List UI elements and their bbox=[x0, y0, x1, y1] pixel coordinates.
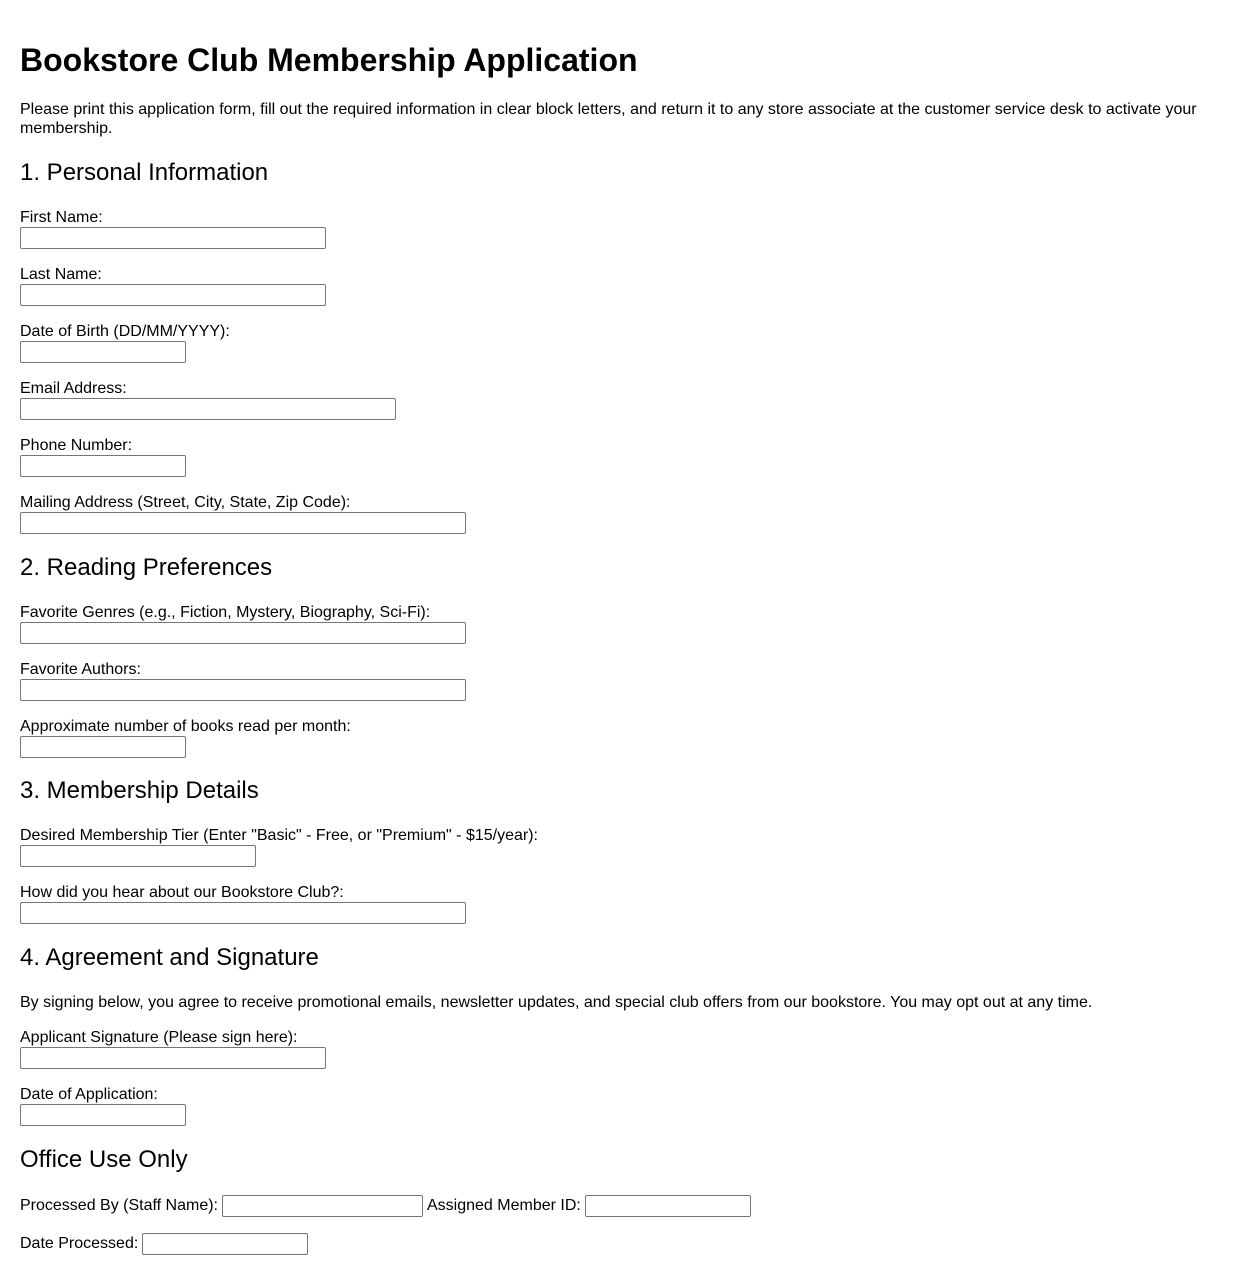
section-heading-membership: 3. Membership Details bbox=[20, 777, 259, 804]
signature-input[interactable] bbox=[20, 1047, 326, 1069]
dob-input[interactable] bbox=[20, 341, 186, 363]
agreement-note: By signing below, you agree to receive promotional emails, newsletter updates, and special club offers from our bookstore. You may opt out at any time. bbox=[20, 994, 1093, 1011]
address-label: Mailing Address (Street, City, State, Zip Code): bbox=[20, 494, 351, 511]
date-processed-input[interactable] bbox=[142, 1233, 308, 1255]
genres-label: Favorite Genres (e.g., Fiction, Mystery, Biography, Sci-Fi): bbox=[20, 604, 431, 621]
member-id-input[interactable] bbox=[585, 1195, 751, 1217]
page-title: Bookstore Club Membership Application bbox=[20, 42, 638, 78]
processed-by-input[interactable] bbox=[222, 1195, 423, 1217]
first-name-input[interactable] bbox=[20, 227, 326, 249]
last-name-input[interactable] bbox=[20, 284, 326, 306]
section-heading-agreement: 4. Agreement and Signature bbox=[20, 944, 319, 971]
referral-field-group bbox=[20, 883, 466, 924]
signature-field-group bbox=[20, 1028, 326, 1069]
first-name-field-group bbox=[20, 208, 326, 249]
email-label: Email Address: bbox=[20, 380, 127, 397]
first-name-label: First Name: bbox=[20, 209, 103, 226]
application-date-label: Date of Application: bbox=[20, 1086, 158, 1103]
address-field-group bbox=[20, 493, 466, 534]
date-processed-label: Date Processed: bbox=[20, 1235, 139, 1252]
tier-label: Desired Membership Tier (Enter "Basic" - Free, or "Premium" - $15/year): bbox=[20, 827, 538, 844]
referral-label: How did you hear about our Bookstore Club?: bbox=[20, 884, 344, 901]
authors-input[interactable] bbox=[20, 679, 466, 701]
books-per-month-label: Approximate number of books read per month: bbox=[20, 718, 351, 735]
books-per-month-input[interactable] bbox=[20, 736, 186, 758]
phone-label: Phone Number: bbox=[20, 437, 133, 454]
tier-input[interactable] bbox=[20, 845, 256, 867]
email-field-group bbox=[20, 379, 396, 420]
tier-field-group bbox=[20, 826, 538, 867]
section-heading-office: Office Use Only bbox=[20, 1146, 188, 1173]
books-per-month-field-group bbox=[20, 717, 351, 758]
authors-label: Favorite Authors: bbox=[20, 661, 141, 678]
member-id-label: Assigned Member ID: bbox=[427, 1197, 581, 1214]
intro-text: Please print this application form, fill out the required information in clear block letters, and return it to any store associate at the customer service desk to activate your membership. bbox=[20, 101, 1197, 137]
last-name-label: Last Name: bbox=[20, 266, 102, 283]
address-input[interactable] bbox=[20, 512, 466, 534]
last-name-field-group bbox=[20, 265, 326, 306]
office-row-2 bbox=[20, 1233, 312, 1255]
dob-label: Date of Birth (DD/MM/YYYY): bbox=[20, 323, 230, 340]
authors-field-group bbox=[20, 660, 466, 701]
signature-label: Applicant Signature (Please sign here): bbox=[20, 1029, 298, 1046]
office-row-1 bbox=[20, 1195, 755, 1217]
email-input[interactable] bbox=[20, 398, 396, 420]
phone-input[interactable] bbox=[20, 455, 186, 477]
section-heading-reading: 2. Reading Preferences bbox=[20, 554, 273, 581]
genres-field-group bbox=[20, 603, 466, 644]
application-date-field-group bbox=[20, 1085, 186, 1126]
phone-field-group bbox=[20, 436, 186, 477]
genres-input[interactable] bbox=[20, 622, 466, 644]
processed-by-label: Processed By (Staff Name): bbox=[20, 1197, 218, 1214]
application-date-input[interactable] bbox=[20, 1104, 186, 1126]
section-heading-personal: 1. Personal Information bbox=[20, 159, 269, 186]
referral-input[interactable] bbox=[20, 902, 466, 924]
dob-field-group bbox=[20, 322, 230, 363]
